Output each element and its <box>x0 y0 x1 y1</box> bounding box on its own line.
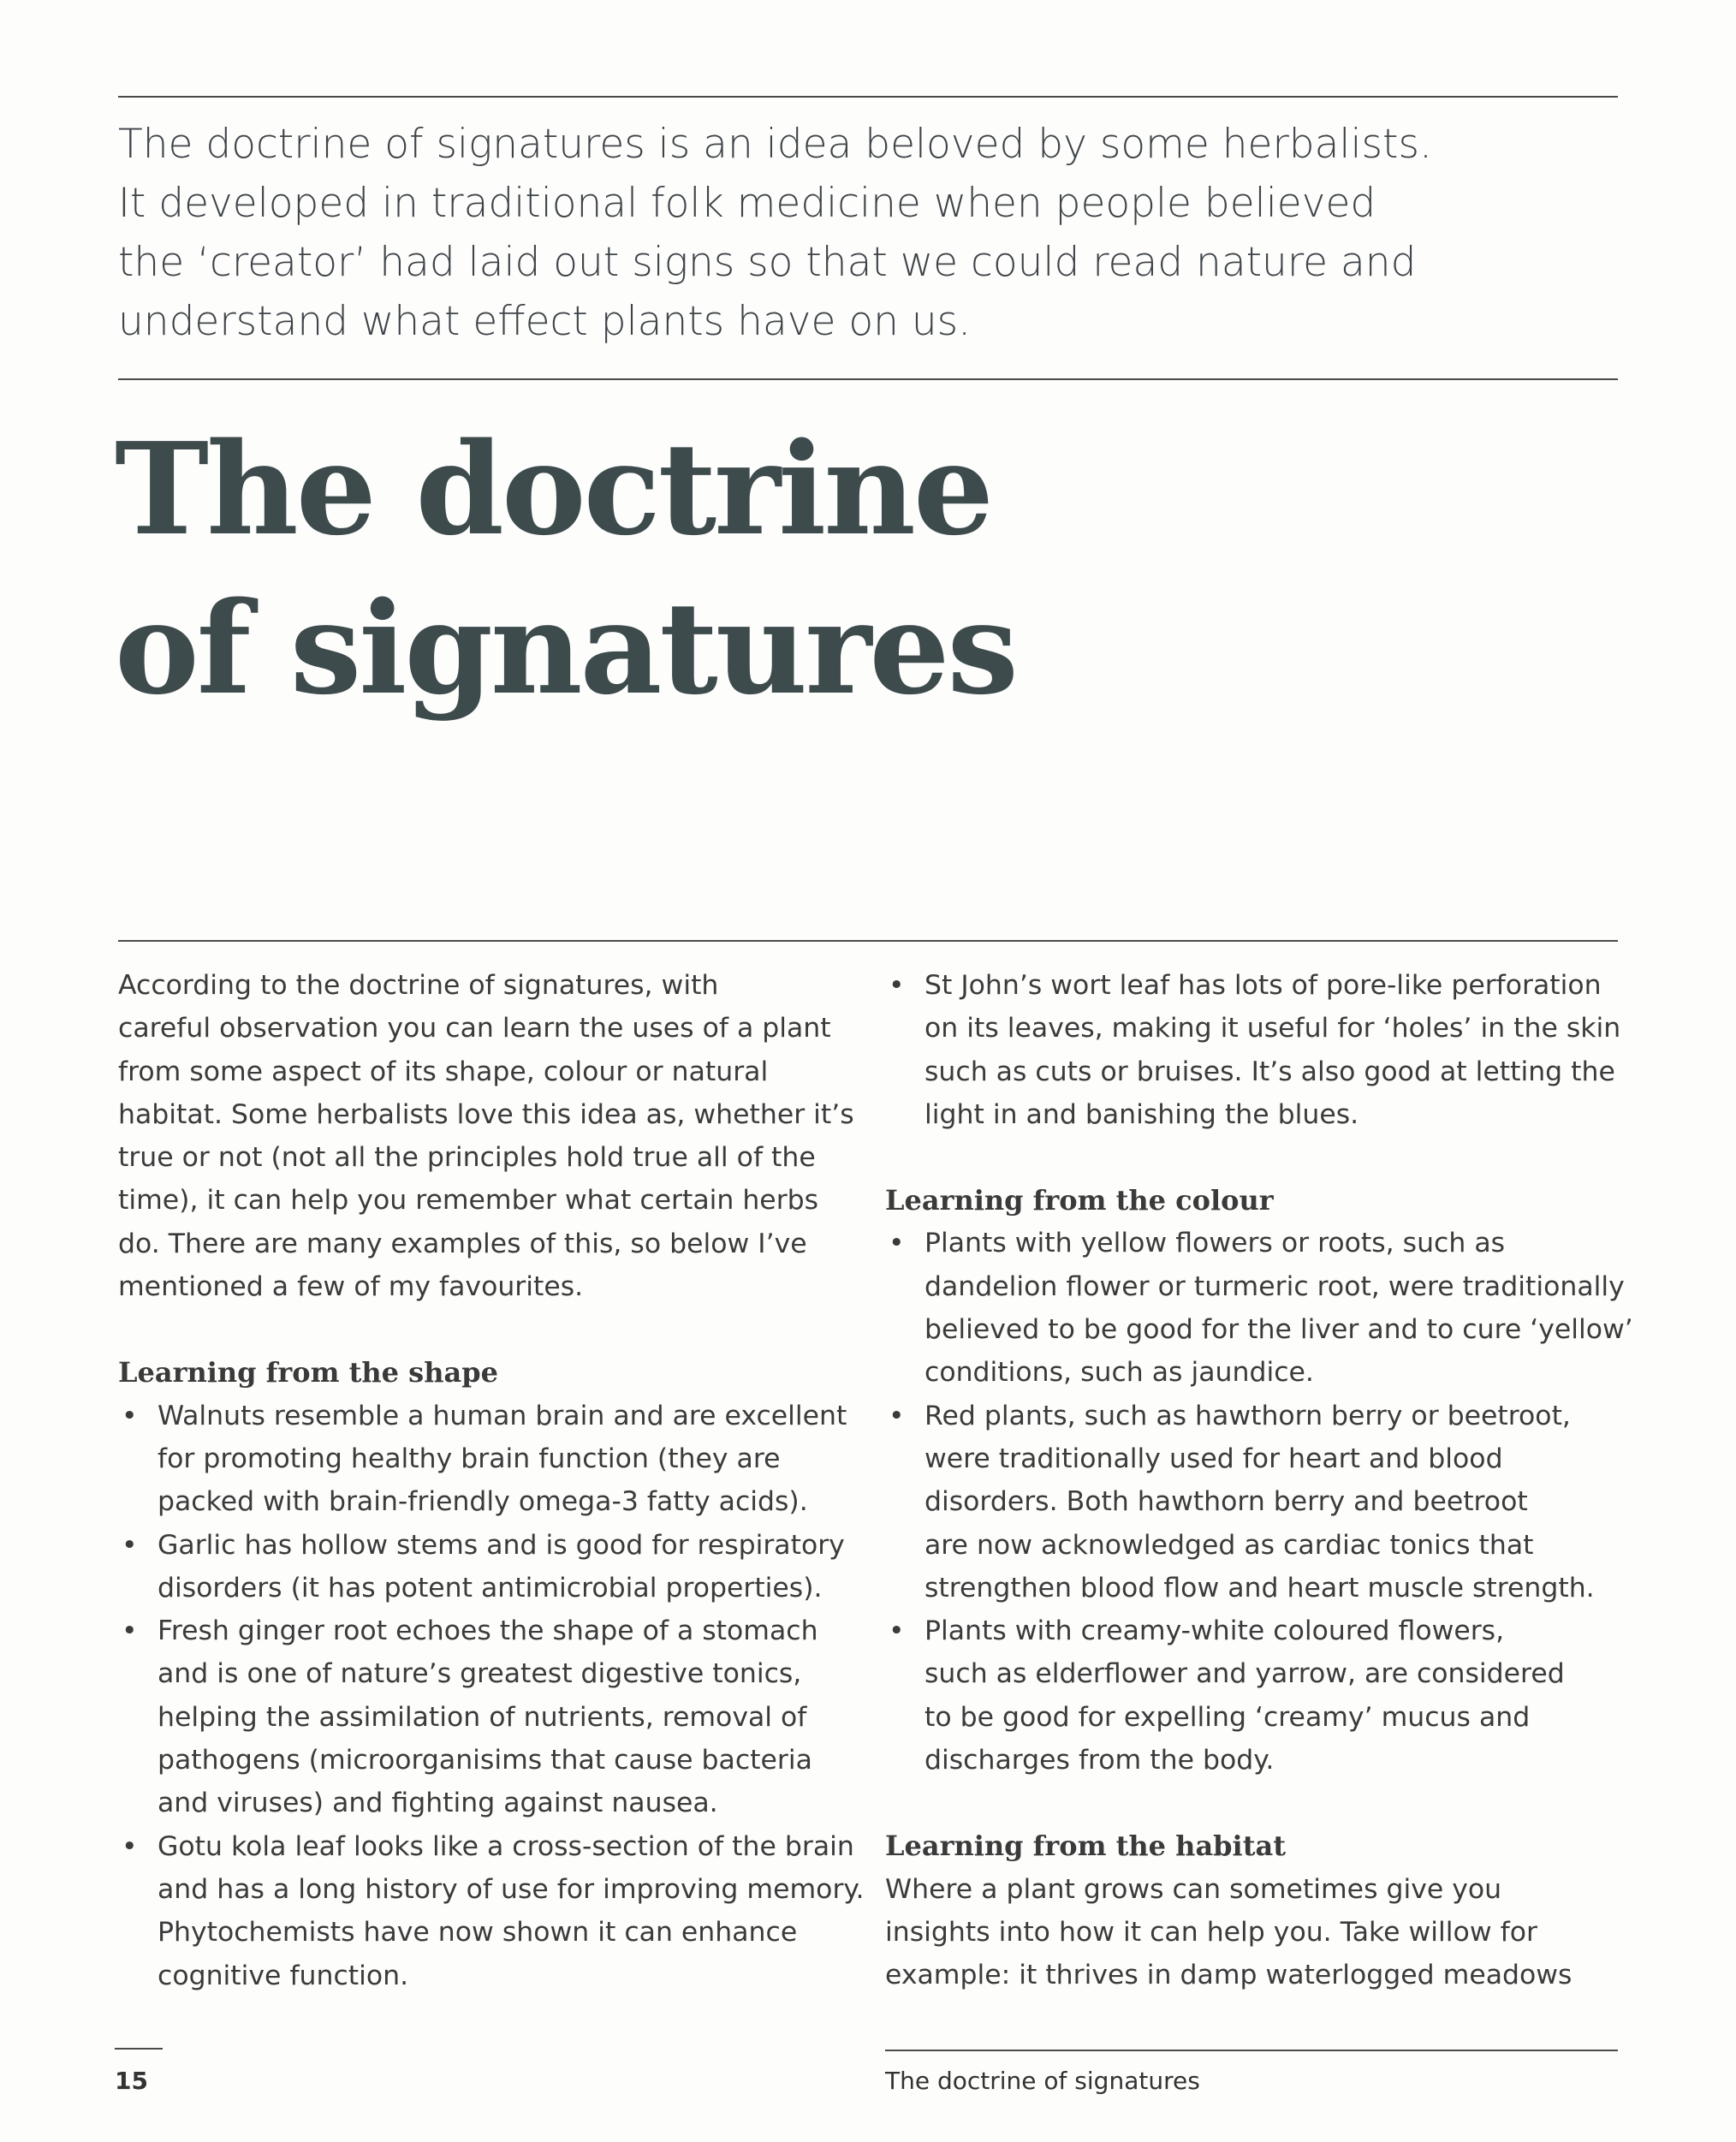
text-line: • Plants with creamy-white coloured flowers, <box>924 1615 1505 1647</box>
text-line: on its leaves, making it useful for ‘holes’ in the skin <box>924 1013 1621 1044</box>
shape-list <box>118 1395 863 1997</box>
list-item <box>885 1395 1630 1609</box>
colour-heading: Learning from the colour <box>885 1184 1274 1217</box>
text-line: careful observation you can learn the uses of a plant <box>118 1013 831 1044</box>
text-line: • St John’s wort leaf has lots of pore-like perforation <box>924 970 1602 1001</box>
title-line: of signatures <box>115 574 1016 723</box>
habitat-heading: Learning from the habitat <box>885 1830 1286 1863</box>
text-line: and has a long history of use for improving memory. <box>158 1873 865 1905</box>
intro-line: The doctrine of signatures is an idea beloved by some herbalists. <box>118 121 1432 168</box>
intro-line: the ‘creator’ had laid out signs so that we could read nature and <box>118 239 1417 286</box>
list-item <box>885 1609 1630 1782</box>
text-line: • Walnuts resemble a human brain and are excellent <box>158 1400 847 1431</box>
top-list <box>885 964 1630 1136</box>
text-line: are now acknowledged as cardiac tonics that <box>924 1529 1534 1561</box>
running-head-rule <box>885 2050 1618 2051</box>
text-line: conditions, such as jaundice. <box>924 1357 1314 1389</box>
text-line: • Fresh ginger root echoes the shape of a stomach <box>158 1615 818 1647</box>
text-line: for promoting healthy brain function (they are <box>158 1443 781 1474</box>
text-line: such as elderflower and yarrow, are considered <box>924 1658 1565 1690</box>
text-line: discharges from the body. <box>924 1745 1275 1776</box>
text-line: time), it can help you remember what certain herbs <box>118 1185 819 1217</box>
text-line: such as cuts or bruises. It’s also good at letting the <box>924 1056 1615 1087</box>
text-line: strengthen blood flow and heart muscle strength. <box>924 1572 1595 1604</box>
text-line: disorders. Both hawthorn berry and beetroot <box>924 1486 1528 1518</box>
list-item <box>118 1609 863 1824</box>
text-line: packed with brain-friendly omega-3 fatty acids). <box>158 1486 808 1518</box>
colour-list <box>885 1222 1633 1782</box>
text-line: from some aspect of its shape, colour or natural <box>118 1056 769 1087</box>
text-line: believed to be good for the liver and to cure ‘yellow’ <box>924 1314 1633 1346</box>
text-line: were traditionally used for heart and blood <box>924 1443 1503 1474</box>
text-line: pathogens (microorganisims that cause bacteria <box>158 1745 812 1776</box>
text-line: According to the doctrine of signatures, with <box>118 970 719 1001</box>
intro-line: understand what effect plants have on us. <box>118 298 972 345</box>
left-intro-paragraph <box>118 964 863 1308</box>
text-line: cognitive function. <box>158 1960 409 1991</box>
list-item <box>118 1395 863 1524</box>
text-line: • Garlic has hollow stems and is good for respiratory <box>158 1529 845 1561</box>
text-line: and is one of nature’s greatest digestive tonics, <box>158 1658 802 1690</box>
text-line: and viruses) and fighting against nausea. <box>158 1788 718 1819</box>
body-top-rule <box>118 940 1618 942</box>
page-number-rule <box>115 2048 163 2050</box>
left-column <box>118 964 863 1997</box>
right-column <box>885 964 1633 1997</box>
text-line: Where a plant grows can sometimes give you <box>885 1873 1502 1905</box>
text-line: Phytochemists have now shown it can enhance <box>158 1917 798 1949</box>
text-line: • Red plants, such as hawthorn berry or beetroot, <box>924 1400 1571 1431</box>
text-line: mentioned a few of my favourites. <box>118 1271 584 1303</box>
text-line: do. There are many examples of this, so below I’ve <box>118 1228 807 1259</box>
intro-bottom-rule <box>118 378 1618 380</box>
text-line: habitat. Some herbalists love this idea as, whether it’s <box>118 1098 854 1130</box>
text-line: example: it thrives in damp waterlogged meadows <box>885 1960 1573 1991</box>
intro-paragraph <box>118 115 1522 351</box>
text-line: • Gotu kola leaf looks like a cross-section of the brain <box>158 1830 854 1862</box>
page-number: 15 <box>115 2067 148 2095</box>
text-line: insights into how it can help you. Take willow for <box>885 1916 1537 1948</box>
text-line: to be good for expelling ‘creamy’ mucus and <box>924 1701 1531 1733</box>
text-line: true or not (not all the principles hold true all of the <box>118 1142 816 1174</box>
habitat-paragraph <box>885 1868 1630 1997</box>
list-item <box>885 964 1630 1136</box>
text-line: • Plants with yellow flowers or roots, such as <box>924 1228 1506 1259</box>
title-line: The doctrine <box>115 414 992 563</box>
top-rule <box>118 96 1618 98</box>
text-line: light in and banishing the blues. <box>924 1098 1359 1130</box>
text-line: helping the assimilation of nutrients, removal of <box>158 1701 807 1733</box>
list-item <box>118 1825 863 1997</box>
intro-line: It developed in traditional folk medicine when people believed <box>118 180 1376 227</box>
shape-heading: Learning from the shape <box>118 1356 498 1389</box>
page-title <box>115 409 1016 728</box>
list-item <box>885 1222 1633 1394</box>
running-head: The doctrine of signatures <box>885 2067 1200 2095</box>
list-item <box>118 1524 863 1610</box>
text-line: dandelion flower or turmeric root, were traditionally <box>924 1270 1625 1302</box>
text-line: disorders (it has potent antimicrobial properties). <box>158 1572 823 1604</box>
